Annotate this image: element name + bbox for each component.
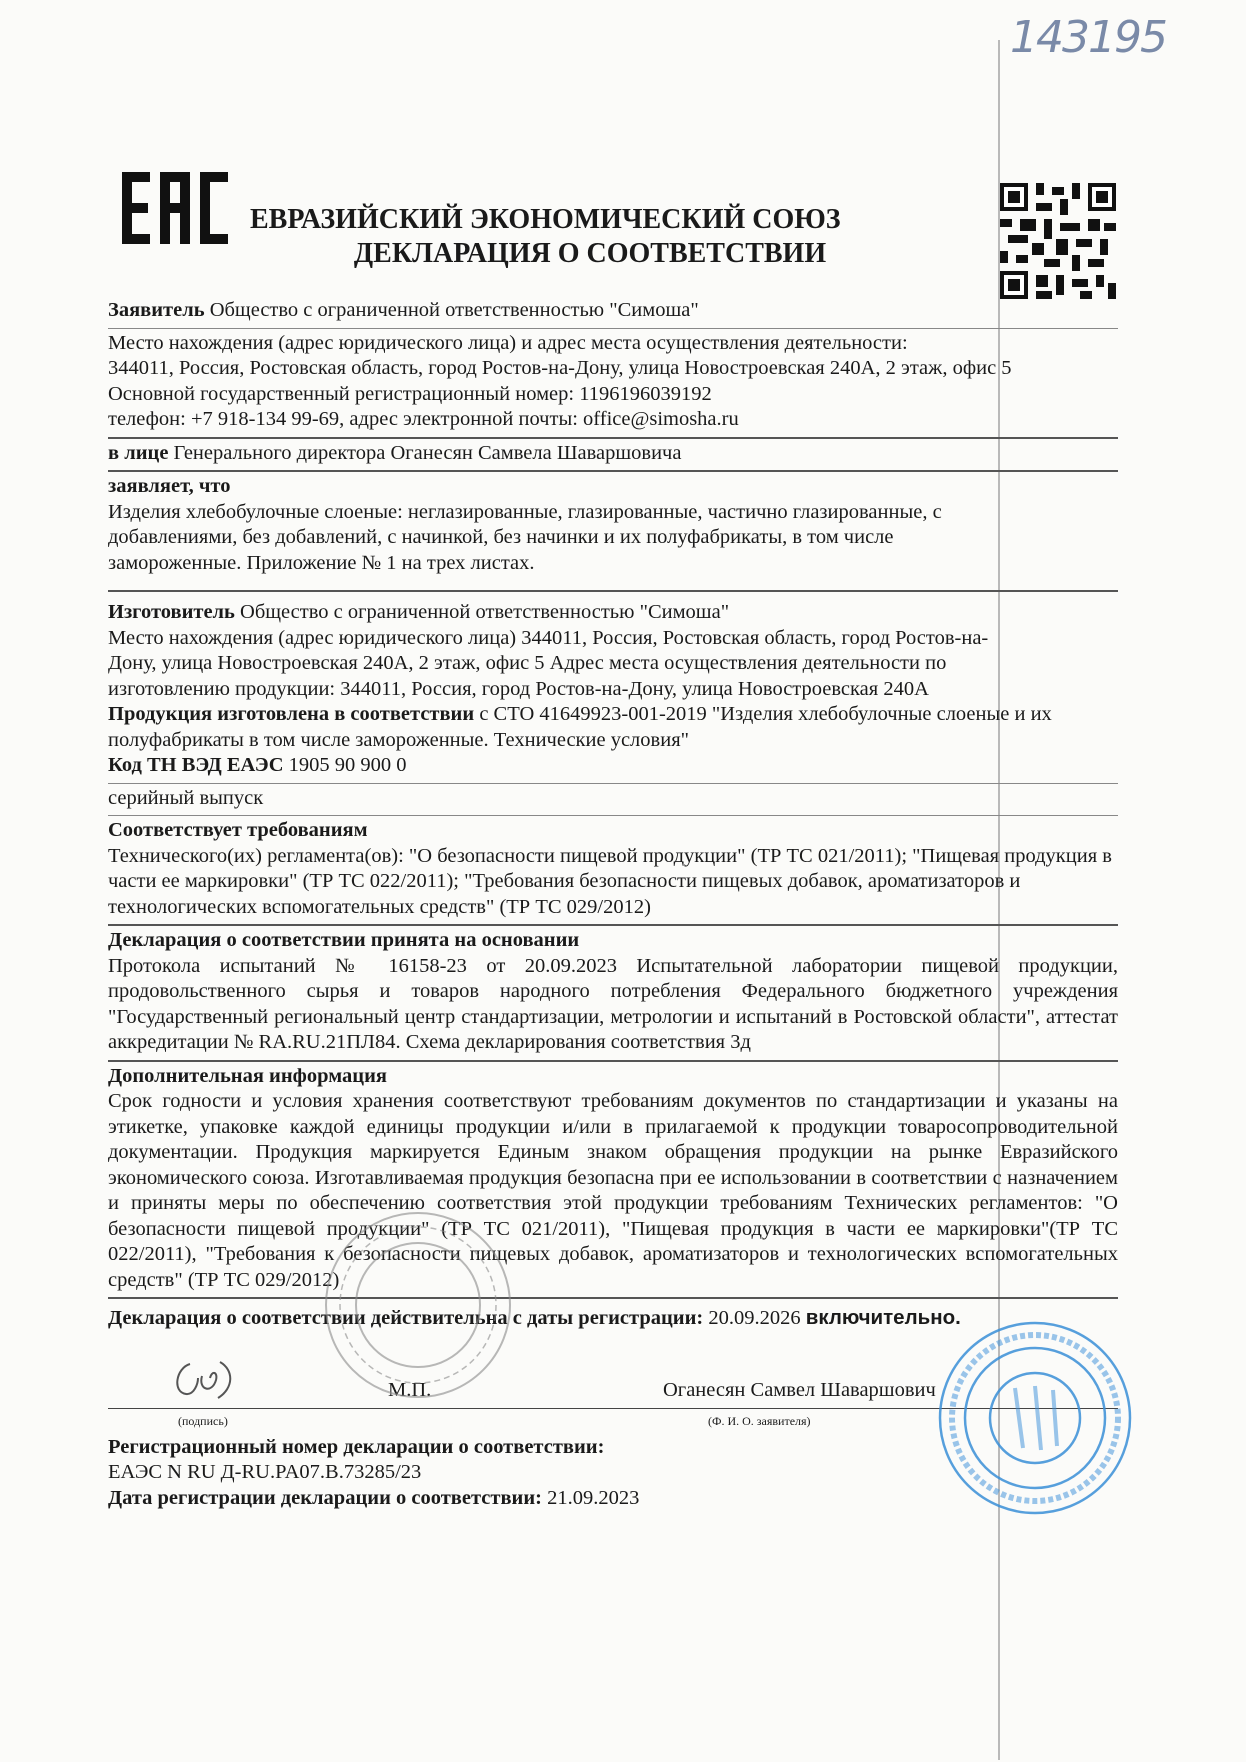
signature-captions — [108, 1409, 1118, 1431]
requirements-label: Соответствует требованиям — [108, 819, 368, 841]
conformity-value: с СТО 41649923-001-2019 "Изделия хлебобулочные слоеные и их полуфабрикаты в том числе замороженные. Технические условия" — [108, 703, 1052, 751]
signatory-name: Оганесян Самвел Шаваршович — [663, 1378, 936, 1401]
requirements-text: Технического(их) регламента(ов): "О безопасности пищевой продукции" (ТР ТС 021/2011); "Пищевая продукция в части ее маркировки" (ТР ТС 022/2011); "Требования безопасности пищевых добавок, ароматизаторов и технологических вспомогательных средств" (ТР ТС 029/2012) — [108, 844, 1112, 918]
code-label: Код ТН ВЭД ЕАЭС — [108, 754, 284, 776]
basis-text: Протокола испытаний № 16158-23 от 20.09.2023 Испытательной лаборатории пищевой продукции, продовольственного сырья и товаров народного потребления Федерального бюджетного учреждения "Государственный региональный центр стандартизации, метрологии и испытаний в Ростовской области", аттестат аккредитации № RA.RU.21ПЛ84. Схема декларирования соответствия 3д — [108, 954, 1118, 1053]
validity-suffix: включительно. — [805, 1306, 961, 1329]
validity-section — [108, 1303, 1118, 1336]
manufacturer-value: Общество с ограниченной ответственностью "Симоша" — [240, 601, 730, 623]
basis-label: Декларация о соответствии принята на основании — [108, 929, 580, 951]
basis-section — [108, 926, 1118, 1062]
additional-label: Дополнительная информация — [108, 1064, 387, 1087]
reg-number: ЕАЭС N RU Д-RU.PA07.B.73285/23 — [108, 1461, 422, 1483]
contacts-line: телефон: +7 918-134 99-69, адрес электронной почты: office@simosha.ru — [108, 408, 739, 430]
manufacturer-section — [108, 598, 1118, 784]
applicant-label: Заявитель — [108, 299, 205, 321]
qr-code — [1000, 176, 1116, 306]
applicant-value: Общество с ограниченной ответственностью "Симоша" — [209, 299, 699, 321]
signature-mark — [168, 1354, 248, 1404]
name-caption: (Ф. И. О. заявителя) — [708, 1413, 811, 1428]
document-title — [250, 203, 930, 271]
declares-section — [108, 472, 1118, 592]
product-description: Изделия хлебобулочные слоеные: неглазированные, глазированные, частично глазированные, с добавлениями, без добавлений, с начинкой, без начинки и их полуфабрикаты, в том числе замороженные. Приложение № 1 на трех листах. — [108, 500, 942, 574]
reg-date: 21.09.2023 — [547, 1486, 640, 1509]
registration-section — [108, 1435, 1118, 1512]
requirements-section — [108, 816, 1118, 926]
validity-date: 20.09.2026 — [708, 1307, 801, 1329]
signature-row — [108, 1350, 1118, 1409]
address-section — [108, 329, 1118, 439]
code-value: 1905 90 900 0 — [288, 754, 407, 776]
title-line-1: ЕВРАЗИЙСКИЙ ЭКОНОМИЧЕСКИЙ СОЮЗ — [250, 204, 841, 235]
title-line-2: ДЕКЛАРАЦИЯ О СООТВЕТСТВИИ — [353, 238, 827, 269]
signature-caption: (подпись) — [178, 1413, 228, 1428]
declares-label: заявляет, что — [108, 475, 231, 497]
declaration-body — [108, 296, 1118, 1511]
additional-section — [108, 1062, 1118, 1300]
eac-logo — [122, 172, 232, 244]
address-line: 344011, Россия, Ростовская область, город Ростов-на-Дону, улица Новостроевская 240А, 2 этаж, офис 5 — [108, 357, 1012, 379]
handwritten-number: 143195 — [1010, 12, 1166, 63]
ogrn-line: Основной государственный регистрационный номер: 1196196039192 — [108, 382, 712, 405]
series-section — [108, 784, 1118, 817]
represented-label: в лице — [108, 441, 169, 464]
validity-label: Декларация о соответствии действительна с даты регистрации: — [108, 1307, 704, 1329]
manufacturer-label: Изготовитель — [108, 601, 235, 623]
additional-text: Срок годности и условия хранения соответствуют требованиям документов по стандартизации и указаны на этикетке, упаковке каждой единицы продукции и/или в прилагаемой к продукции товаросопроводительной документации. Продукция маркируется Единым знаком обращения продукции на рынке Евразийского экономического союза. Изготавливаемая продукция безопасна при ее использовании в соответствии с назначением и приняты меры по обеспечению соответствия этой продукции требованиям Технических регламентов: "О безопасности пищевой продукции" (ТР ТС 021/2011), "Пищевая продукция в части ее маркировки"(ТР ТС 022/2011), "Требования к безопасности пищевых добавок, ароматизаторов и технологических вспомогательных средств" (ТР ТС 029/2012) — [108, 1090, 1118, 1291]
seal-place: М.П. — [388, 1378, 432, 1401]
address-line: Место нахождения (адрес юридического лица) и адрес места осуществления деятельности: — [108, 331, 908, 354]
represented-section — [108, 439, 1118, 473]
conformity-label: Продукция изготовлена в соответствии — [108, 703, 475, 725]
manufacturer-address: Место нахождения (адрес юридического лица) 344011, Россия, Ростовская область, город Ростов-на-Дону, улица Новостроевская 240А, 2 этаж, офис 5 Адрес места осуществления деятельности по изготовлению продукции: 344011, Россия, город Ростов-на-Дону, улица Новостроевская 240А — [108, 626, 989, 700]
reg-number-label: Регистрационный номер декларации о соответствии: — [108, 1435, 605, 1458]
represented-value: Генерального директора Оганесян Самвела Шаваршовича — [173, 441, 682, 464]
reg-date-label: Дата регистрации декларации о соответствии: — [108, 1486, 542, 1509]
applicant-section — [108, 296, 1118, 329]
series-value: серийный выпуск — [108, 786, 264, 809]
